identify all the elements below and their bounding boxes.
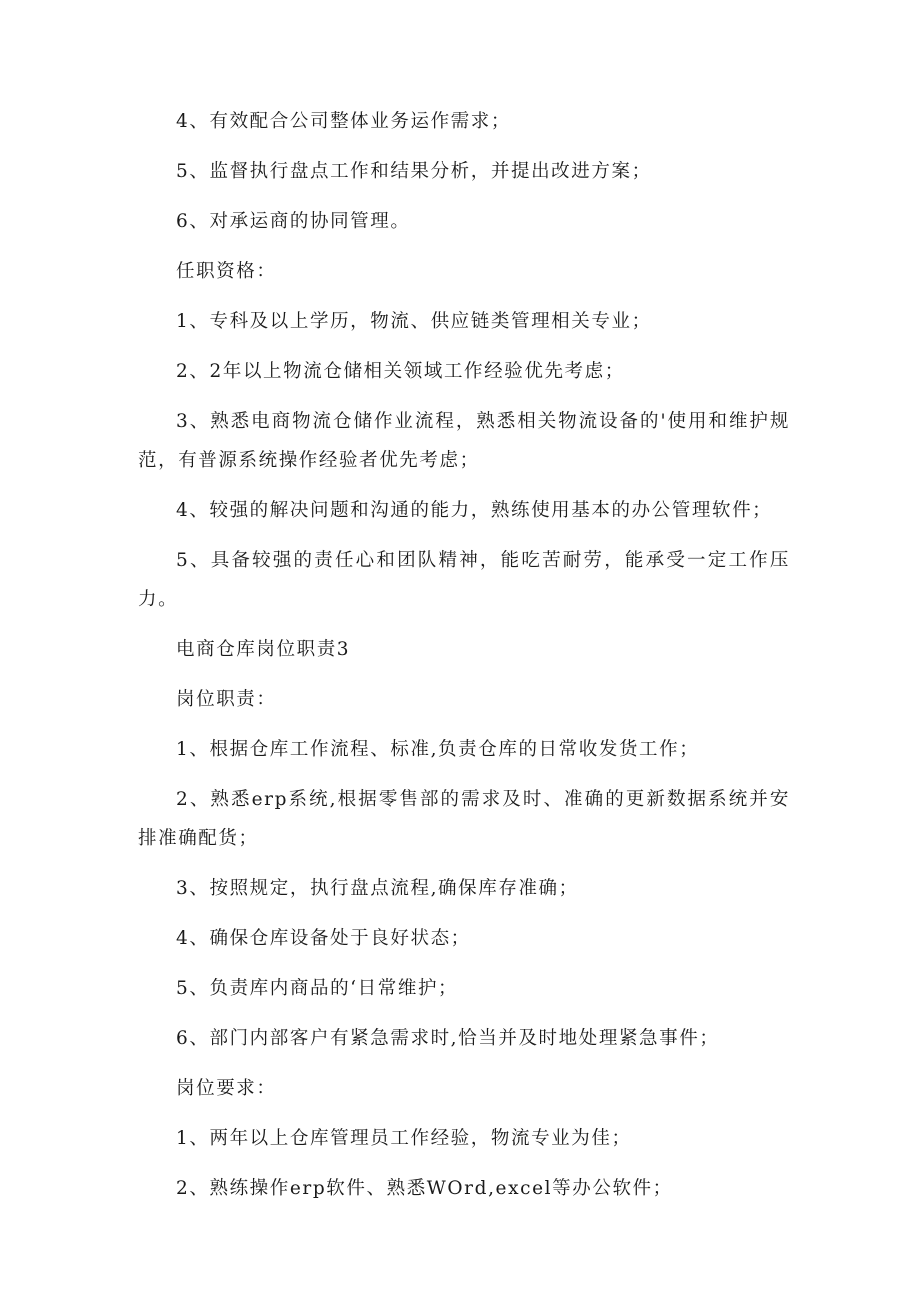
- paragraph-duty-5b: 5、负责库内商品的‘日常维护；: [176, 978, 459, 999]
- paragraph-duty-6: 6、对承运商的协同管理。: [176, 211, 411, 232]
- paragraph-qualification-3: 3、熟悉电商物流仓储作业流程，熟悉相关物流设备的'使用和维护规范，有普源系统操作经验者优先考虑；: [138, 411, 790, 471]
- heading-requirements: 岗位要求：: [176, 1078, 277, 1099]
- document-body: [138, 102, 790, 1219]
- paragraph-qualification-2: 2、2年以上物流仓储相关领域工作经验优先考虑；: [176, 361, 625, 382]
- paragraph-duty-3: 3、按照规定，执行盘点流程,确保库存准确；: [176, 878, 579, 899]
- paragraph-duty-4b: 4、确保仓库设备处于良好状态；: [176, 928, 471, 949]
- paragraph-qualification-1: 1、专科及以上学历，物流、供应链类管理相关专业；: [176, 311, 652, 332]
- paragraph-duty-6b: 6、部门内部客户有紧急需求时,恰当并及时地处理紧急事件；: [176, 1028, 720, 1049]
- section-title: 电商仓库岗位职责3: [176, 639, 351, 660]
- paragraph-duty-1: 1、根据仓库工作流程、标准,负责仓库的日常收发货工作；: [176, 739, 700, 760]
- paragraph-duty-2: 2、熟悉erp系统,根据零售部的需求及时、准确的更新数据系统并安排准确配货；: [138, 789, 790, 849]
- paragraph-qualification-4: 4、较强的解决问题和沟通的能力，熟练使用基本的办公管理软件；: [176, 500, 773, 521]
- heading-qualifications: 任职资格：: [176, 261, 277, 282]
- paragraph-requirement-2: 2、熟练操作erp软件、熟悉WOrd,excel等办公软件；: [176, 1178, 673, 1199]
- paragraph-duty-5: 5、监督执行盘点工作和结果分析，并提出改进方案；: [176, 161, 652, 182]
- paragraph-duty-4: 4、有效配合公司整体业务运作需求；: [176, 111, 511, 132]
- paragraph-requirement-1: 1、两年以上仓库管理员工作经验，物流专业为佳；: [176, 1128, 632, 1149]
- heading-duties: 岗位职责：: [176, 689, 277, 710]
- paragraph-qualification-5: 5、具备较强的责任心和团队精神，能吃苦耐劳，能承受一定工作压力。: [138, 550, 790, 610]
